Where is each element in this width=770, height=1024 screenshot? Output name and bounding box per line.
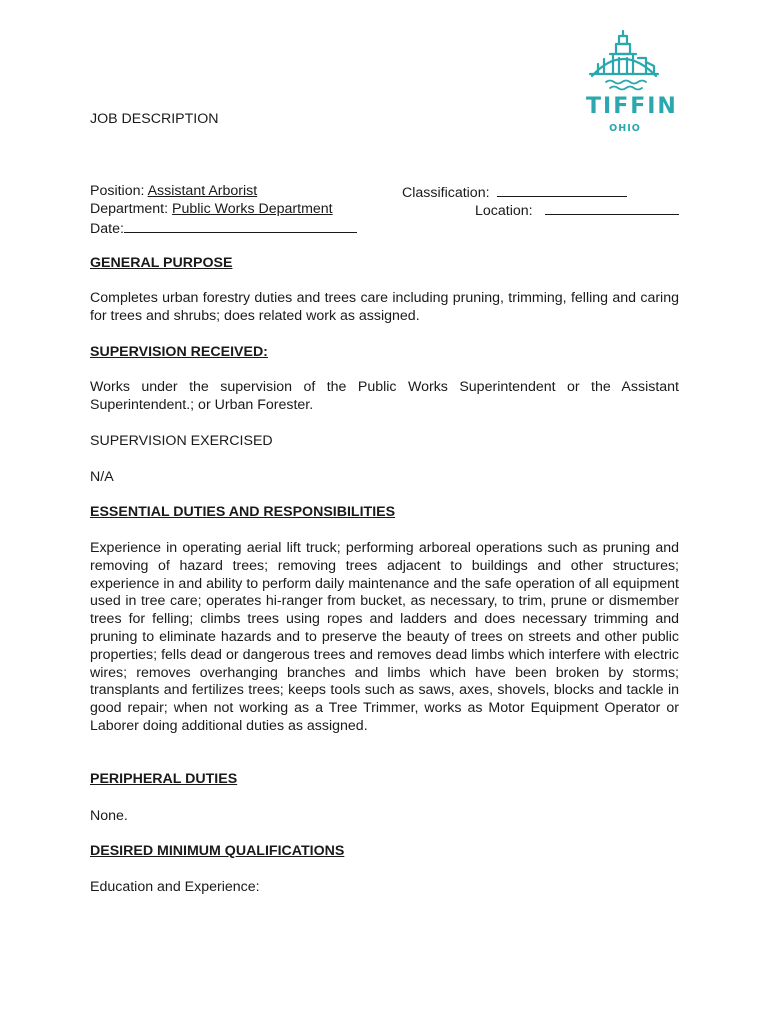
- document-title: JOB DESCRIPTION: [90, 111, 219, 127]
- supervision-received-body: Works under the supervision of the Public Works Superintendent or the Assistant Superintendent.; or Urban Forester.: [90, 379, 679, 413]
- date-label: Date:: [90, 221, 124, 237]
- department-value: Public Works Department: [172, 201, 333, 217]
- logo-wordmark: TIFFIN: [586, 94, 678, 119]
- classification-blank-line[interactable]: [497, 183, 627, 197]
- location-blank-line[interactable]: [545, 201, 679, 215]
- city-skyline-icon: [586, 28, 664, 94]
- position-label: Position:: [90, 183, 145, 199]
- supervision-exercised-body: N/A: [90, 469, 114, 485]
- tiffin-logo: [586, 28, 678, 143]
- essential-duties-body: Experience in operating aerial lift truck; performing arboreal operations such as pruning and removing of hazard trees; removing trees adjacent to buildings and other structures; experience in and ability to perform daily maintenance and the safe operation of all equipment used in tree care; operates hi-ranger from bucket, as necessary, to trim, prune or dismember trees for felling; climbs trees using ropes and ladders and does necessary trimming and pruning to eliminate hazards and to preserve the beauty of trees on streets and other public properties; fells dead or dangerous trees and removes dead limbs which interfere with electric wires; removes overhanging branches and limbs which have been broken by storms; transplants and fertilizes trees; keeps tools such as saws, axes, shovels, blocks and tackle in good repair; when not working as a Tree Trimmer, works as Motor Equipment Operator or Laborer doing additional duties as assigned.: [90, 540, 679, 734]
- general-purpose-body: Completes urban forestry duties and trees care including pruning, trimming, felling and caring for trees and shrubs; does related work as assigned.: [90, 290, 679, 324]
- position-value: Assistant Arborist: [147, 183, 258, 199]
- essential-duties-heading: ESSENTIAL DUTIES AND RESPONSIBILITIES: [90, 504, 396, 520]
- supervision-exercised-heading: SUPERVISION EXERCISED: [90, 433, 273, 449]
- date-field: [90, 219, 357, 239]
- location-field: [475, 201, 679, 221]
- peripheral-duties-heading: PERIPHERAL DUTIES: [90, 771, 238, 787]
- department-field: [90, 201, 333, 219]
- qualifications-heading: DESIRED MINIMUM QUALIFICATIONS: [90, 843, 345, 859]
- logo-subtitle: OHIO: [609, 123, 641, 134]
- peripheral-duties-body: None.: [90, 808, 128, 824]
- date-blank-line[interactable]: [124, 219, 357, 233]
- classification-field: [402, 183, 627, 203]
- education-experience-label: Education and Experience:: [90, 879, 260, 895]
- department-label: Department:: [90, 201, 169, 217]
- position-field: [90, 183, 257, 201]
- location-label: Location:: [475, 203, 533, 219]
- classification-label: Classification:: [402, 185, 490, 201]
- supervision-received-heading: SUPERVISION RECEIVED:: [90, 344, 268, 360]
- general-purpose-heading: GENERAL PURPOSE: [90, 255, 233, 271]
